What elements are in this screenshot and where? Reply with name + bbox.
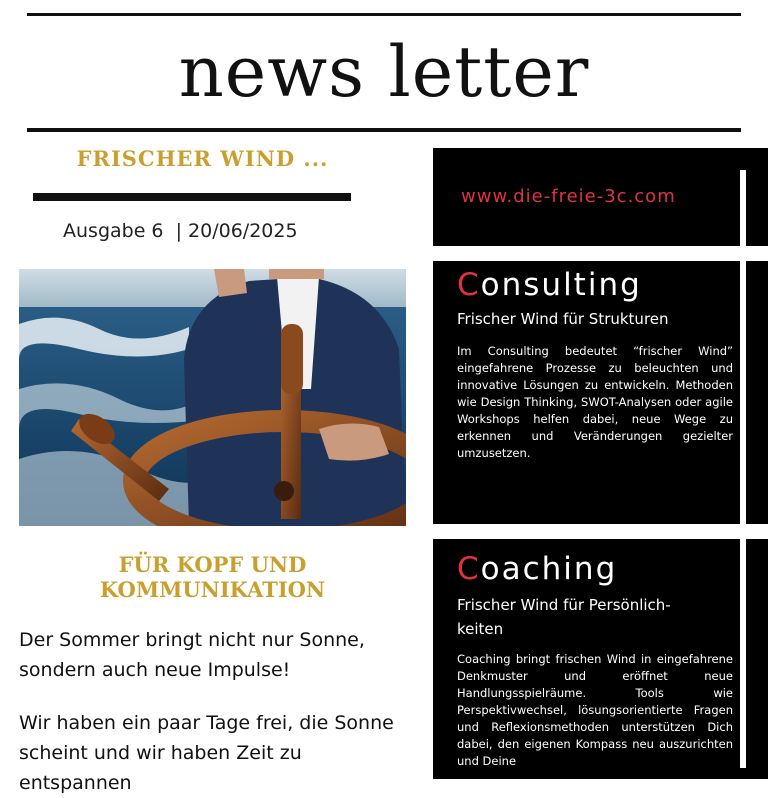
consulting-panel — [433, 261, 768, 524]
masthead-title: news letter — [178, 31, 590, 113]
consulting-title — [457, 267, 642, 303]
kicker-heading: FRISCHER WIND ... — [76, 146, 329, 171]
intro-paragraph: Der Sommer bringt nicht nur Sonne, sondern auch neue Impulse! — [19, 629, 365, 681]
masthead-bottom-rule — [27, 128, 741, 132]
kicker-rule — [33, 193, 351, 201]
coaching-panel — [433, 539, 768, 779]
coaching-title-rest: oaching — [480, 551, 618, 587]
feature-heading-line2: KOMMUNIKATION — [99, 577, 326, 602]
consulting-title-initial: C — [457, 267, 481, 303]
vertical-accent-bar — [740, 170, 746, 768]
coaching-title — [457, 551, 617, 587]
feature-heading — [40, 552, 385, 602]
helm-photo-illustration — [19, 269, 406, 526]
coaching-body: Coaching bringt frischen Wind in eingefahrene Denkmuster und eröffnet neue Handlungsspielräume. Tools wie Perspektivwechsel, lösungsorientierte Fragen und Reflexionsmethoden unterstützen Dich dabei, den eigenen Kompass neu auszurichten und Deine — [457, 652, 733, 768]
body-paragraph: Wir haben ein paar Tage frei, die Sonne scheint und wir haben Zeit zu entspannen — [19, 712, 394, 794]
website-link[interactable]: www.die-freie-3c.com — [461, 186, 676, 207]
top-rule — [27, 13, 741, 16]
issue-line: Ausgabe 6 | 20/06/2025 — [63, 220, 298, 242]
consulting-subtitle: Frischer Wind für Strukturen — [457, 310, 669, 328]
consulting-title-rest: onsulting — [480, 267, 642, 303]
consulting-body: Im Consulting bedeutet “frischer Wind” eingefahrene Prozesse zu beleuchten und innovative Lösungen zu entwickeln. Methoden wie Design Thinking, SWOT-Analysen oder agile Workshops helfen dabei, neue Wege zu erkennen und Veränderungen gezielter umzusetzen. — [457, 344, 733, 460]
feature-heading-line1: FÜR KOPF UND — [118, 552, 307, 577]
helm-photo — [19, 269, 406, 526]
coaching-subtitle: Frischer Wind für Persönlich-keiten — [457, 596, 671, 638]
website-panel — [433, 148, 768, 246]
coaching-title-initial: C — [457, 551, 481, 587]
